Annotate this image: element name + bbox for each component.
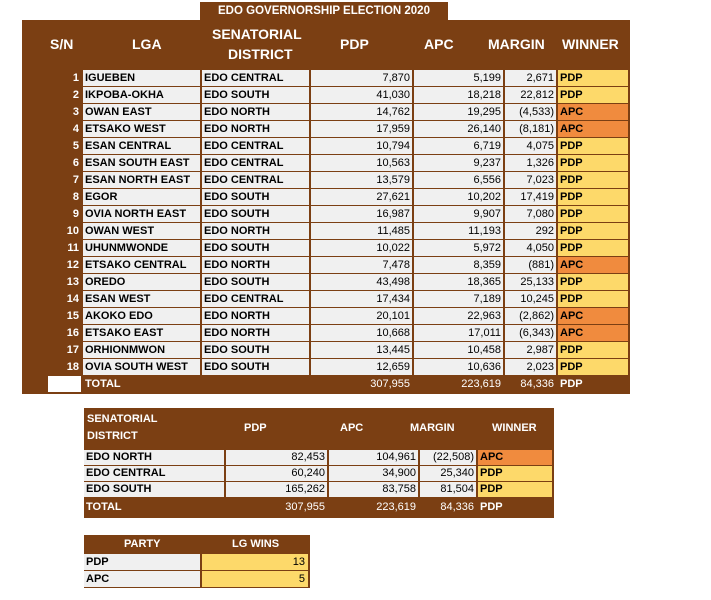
sen-district: EDO NORTH [84, 450, 224, 465]
lg-wins-header: LG WINS [232, 538, 280, 550]
row-margin: (6,343) [505, 325, 556, 341]
sen-winner: PDP [478, 482, 552, 497]
row-pdp-votes: 10,668 [311, 325, 412, 341]
party-row [84, 571, 310, 587]
row-pdp-votes: 43,498 [311, 274, 412, 290]
sen-winner: APC [478, 450, 552, 465]
table-row [22, 121, 630, 137]
sen-header-pdp: PDP [244, 422, 267, 434]
row-winner: PDP [558, 240, 628, 256]
row-lga: IKPOBA-OKHA [83, 87, 200, 103]
table-row [22, 189, 630, 205]
row-sn: 8 [72, 191, 79, 203]
row-winner: PDP [558, 274, 628, 290]
sen-apc: 104,961 [329, 450, 418, 465]
row-margin: (881) [505, 257, 556, 273]
row-lga: ESAN NORTH EAST [83, 172, 200, 188]
row-lga: ESAN SOUTH EAST [83, 155, 200, 171]
sen-winner: PDP [478, 466, 552, 481]
row-sn: 2 [72, 89, 79, 101]
row-pdp-votes: 7,478 [311, 257, 412, 273]
header-district-line1: SENATORIAL [212, 26, 302, 42]
row-sn: 15 [66, 310, 79, 322]
row-district: EDO NORTH [202, 257, 309, 273]
row-pdp-votes: 10,022 [311, 240, 412, 256]
table-row [22, 206, 630, 222]
party-header: PARTY [124, 538, 161, 550]
party-name: APC [84, 571, 200, 587]
sen-total-pdp: 307,955 [285, 501, 325, 513]
row-pdp-votes: 7,870 [311, 70, 412, 86]
row-sn: 10 [66, 225, 79, 237]
row-pdp-votes: 13,445 [311, 342, 412, 358]
lga-table-header [22, 20, 630, 68]
row-apc-votes: 19,295 [414, 104, 503, 120]
row-margin: 7,080 [505, 206, 556, 222]
page-title: EDO GOVERNORSHIP ELECTION 2020 [200, 2, 448, 20]
row-margin: 17,419 [505, 189, 556, 205]
sen-district: EDO SOUTH [84, 482, 224, 497]
row-winner: PDP [558, 138, 628, 154]
row-sn: 16 [66, 327, 79, 339]
row-apc-votes: 5,972 [414, 240, 503, 256]
row-sn: 9 [72, 208, 79, 220]
row-winner: APC [558, 104, 628, 120]
row-sn: 11 [67, 242, 79, 254]
row-sn: 12 [66, 259, 79, 271]
row-district: EDO NORTH [202, 104, 309, 120]
row-apc-votes: 10,636 [414, 359, 503, 375]
row-district: EDO SOUTH [202, 206, 309, 222]
party-row [84, 554, 310, 570]
total-apc: 223,619 [461, 378, 501, 390]
party-name: PDP [84, 554, 200, 570]
row-apc-votes: 11,193 [414, 223, 503, 239]
sen-header-district-line1: SENATORIAL [87, 413, 158, 425]
sen-total-apc: 223,619 [376, 501, 416, 513]
row-sn: 7 [72, 174, 79, 186]
row-sn: 17 [66, 344, 79, 356]
row-sn: 6 [72, 157, 79, 169]
row-pdp-votes: 14,762 [311, 104, 412, 120]
row-margin: (8,181) [505, 121, 556, 137]
row-sn: 4 [72, 123, 79, 135]
row-winner: APC [558, 257, 628, 273]
senatorial-row [84, 482, 554, 497]
table-row [22, 257, 630, 273]
row-winner: PDP [558, 223, 628, 239]
table-row [22, 240, 630, 256]
total-label: TOTAL [85, 378, 121, 390]
row-apc-votes: 22,963 [414, 308, 503, 324]
row-apc-votes: 10,458 [414, 342, 503, 358]
row-pdp-votes: 10,794 [311, 138, 412, 154]
row-sn: 1 [72, 72, 79, 84]
total-row [22, 376, 630, 392]
header-winner: WINNER [562, 36, 619, 52]
row-district: EDO SOUTH [202, 342, 309, 358]
row-margin: 2,987 [505, 342, 556, 358]
row-lga: OVIA SOUTH WEST [83, 359, 200, 375]
row-lga: OWAN EAST [83, 104, 200, 120]
row-apc-votes: 18,218 [414, 87, 503, 103]
table-row [22, 138, 630, 154]
sen-margin: (22,508) [420, 450, 476, 465]
row-lga: OREDO [83, 274, 200, 290]
table-row [22, 172, 630, 188]
row-apc-votes: 5,199 [414, 70, 503, 86]
sen-header-margin: MARGIN [410, 422, 455, 434]
total-pdp: 307,955 [370, 378, 410, 390]
row-winner: PDP [558, 70, 628, 86]
sen-apc: 34,900 [329, 466, 418, 481]
row-district: EDO CENTRAL [202, 70, 309, 86]
sen-apc: 83,758 [329, 482, 418, 497]
row-margin: 7,023 [505, 172, 556, 188]
row-district: EDO NORTH [202, 121, 309, 137]
row-pdp-votes: 13,579 [311, 172, 412, 188]
row-pdp-votes: 11,485 [311, 223, 412, 239]
total-winner: PDP [560, 378, 583, 390]
row-pdp-votes: 27,621 [311, 189, 412, 205]
row-lga: EGOR [83, 189, 200, 205]
row-winner: PDP [558, 291, 628, 307]
row-apc-votes: 10,202 [414, 189, 503, 205]
row-apc-votes: 7,189 [414, 291, 503, 307]
table-row [22, 325, 630, 341]
row-sn: 13 [66, 276, 79, 288]
row-district: EDO NORTH [202, 223, 309, 239]
table-row [22, 87, 630, 103]
row-margin: (2,862) [505, 308, 556, 324]
row-district: EDO CENTRAL [202, 291, 309, 307]
table-row [22, 359, 630, 375]
row-winner: PDP [558, 172, 628, 188]
row-winner: PDP [558, 189, 628, 205]
row-winner: PDP [558, 87, 628, 103]
row-district: EDO CENTRAL [202, 172, 309, 188]
row-winner: APC [558, 121, 628, 137]
row-district: EDO SOUTH [202, 189, 309, 205]
sen-pdp: 82,453 [226, 450, 327, 465]
table-row [22, 274, 630, 290]
table-row [22, 291, 630, 307]
senatorial-table [84, 408, 554, 518]
row-margin: 1,326 [505, 155, 556, 171]
row-sn: 5 [72, 140, 79, 152]
row-apc-votes: 9,907 [414, 206, 503, 222]
header-district-line2: DISTRICT [228, 46, 293, 62]
row-district: EDO SOUTH [202, 240, 309, 256]
row-apc-votes: 26,140 [414, 121, 503, 137]
row-lga: ETSAKO WEST [83, 121, 200, 137]
sen-total-winner: PDP [480, 501, 503, 513]
row-margin: 22,812 [505, 87, 556, 103]
sen-header-apc: APC [340, 422, 364, 434]
row-pdp-votes: 10,563 [311, 155, 412, 171]
party-lg-wins: 5 [202, 571, 308, 587]
row-lga: AKOKO EDO [83, 308, 200, 324]
row-lga: ESAN CENTRAL [83, 138, 200, 154]
party-lg-wins: 13 [202, 554, 308, 570]
row-district: EDO SOUTH [202, 87, 309, 103]
row-district: EDO SOUTH [202, 359, 309, 375]
row-pdp-votes: 16,987 [311, 206, 412, 222]
senatorial-row [84, 466, 554, 481]
header-sn: S/N [50, 36, 74, 52]
total-blank-cell [48, 376, 81, 392]
row-apc-votes: 8,359 [414, 257, 503, 273]
senatorial-row [84, 450, 554, 465]
row-district: EDO NORTH [202, 325, 309, 341]
row-district: EDO CENTRAL [202, 138, 309, 154]
row-winner: PDP [558, 155, 628, 171]
header-pdp: PDP [340, 36, 369, 52]
row-margin: 292 [505, 223, 556, 239]
table-row [22, 223, 630, 239]
table-row [22, 70, 630, 86]
party-wins-table [84, 535, 310, 588]
row-apc-votes: 18,365 [414, 274, 503, 290]
header-margin: MARGIN [488, 36, 545, 52]
row-margin: (4,533) [505, 104, 556, 120]
table-row [22, 104, 630, 120]
row-lga: UHUNMWONDE [83, 240, 200, 256]
sen-total-margin: 84,336 [440, 501, 474, 513]
sen-total-label: TOTAL [86, 501, 122, 513]
row-lga: ESAN WEST [83, 291, 200, 307]
row-apc-votes: 17,011 [414, 325, 503, 341]
senatorial-total-row [84, 500, 554, 515]
row-winner: APC [558, 325, 628, 341]
sen-margin: 81,504 [420, 482, 476, 497]
row-pdp-votes: 41,030 [311, 87, 412, 103]
sen-pdp: 165,262 [226, 482, 327, 497]
row-pdp-votes: 20,101 [311, 308, 412, 324]
row-lga: ETSAKO EAST [83, 325, 200, 341]
row-margin: 2,671 [505, 70, 556, 86]
row-margin: 10,245 [505, 291, 556, 307]
row-margin: 25,133 [505, 274, 556, 290]
total-margin: 84,336 [520, 378, 554, 390]
row-winner: PDP [558, 206, 628, 222]
header-lga: LGA [132, 36, 162, 52]
row-sn: 3 [72, 106, 79, 118]
sen-district: EDO CENTRAL [84, 466, 224, 481]
row-district: EDO NORTH [202, 308, 309, 324]
sen-margin: 25,340 [420, 466, 476, 481]
row-pdp-votes: 12,659 [311, 359, 412, 375]
row-winner: APC [558, 308, 628, 324]
sen-header-district-line2: DISTRICT [87, 430, 138, 442]
row-lga: IGUEBEN [83, 70, 200, 86]
row-pdp-votes: 17,959 [311, 121, 412, 137]
row-winner: PDP [558, 342, 628, 358]
lga-results-table [22, 20, 630, 394]
row-lga: OVIA NORTH EAST [83, 206, 200, 222]
row-district: EDO CENTRAL [202, 155, 309, 171]
row-pdp-votes: 17,434 [311, 291, 412, 307]
sen-header-winner: WINNER [492, 422, 537, 434]
row-district: EDO SOUTH [202, 274, 309, 290]
table-row [22, 308, 630, 324]
row-lga: ORHIONMWON [83, 342, 200, 358]
table-row [22, 155, 630, 171]
row-margin: 4,050 [505, 240, 556, 256]
row-lga: OWAN WEST [83, 223, 200, 239]
row-sn: 14 [66, 293, 79, 305]
row-winner: PDP [558, 359, 628, 375]
row-lga: ETSAKO CENTRAL [83, 257, 200, 273]
row-apc-votes: 6,556 [414, 172, 503, 188]
table-row [22, 342, 630, 358]
row-apc-votes: 6,719 [414, 138, 503, 154]
header-apc: APC [424, 36, 454, 52]
row-apc-votes: 9,237 [414, 155, 503, 171]
row-margin: 2,023 [505, 359, 556, 375]
sen-pdp: 60,240 [226, 466, 327, 481]
row-sn: 18 [66, 361, 79, 373]
row-margin: 4,075 [505, 138, 556, 154]
